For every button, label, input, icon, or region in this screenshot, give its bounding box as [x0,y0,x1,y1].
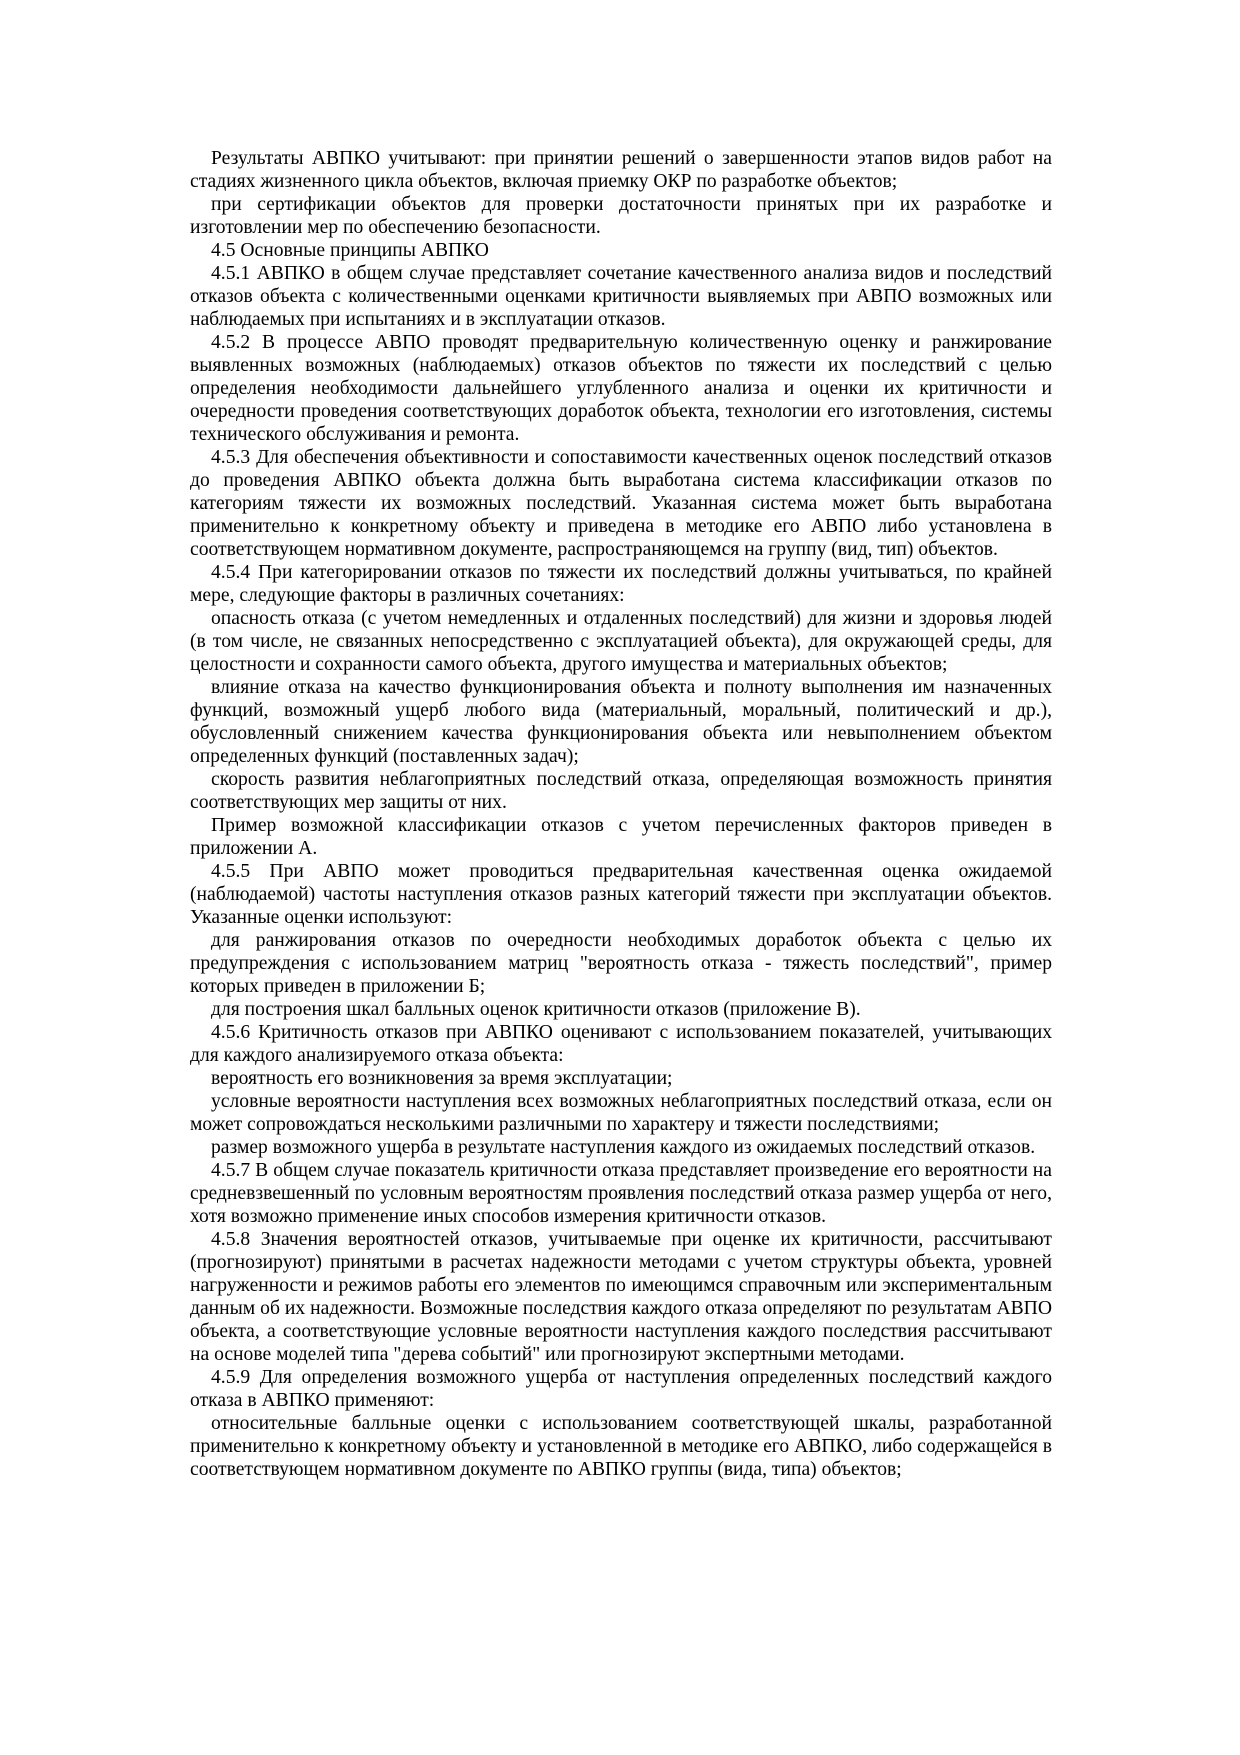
paragraph-4-5-2: 4.5.2 В процессе АВПО проводят предварительную количественную оценку и ранжирование выявленных возможных (наблюдаемых) отказов объектов по тяжести их последствий с целью определения необходимости дальнейшего углубленного анализа и оценки их критичности и очередности проведения соответствующих доработок объекта, технологии его изготовления, системы технического обслуживания и ремонта. [190,332,1052,445]
list-item-relative-scores: относительные балльные оценки с использованием соответствующей шкалы, разработанной применительно к конкретному объекту и установленной в методике его АВПКО, либо содержащейся в соответствующем нормативном документе по АВПКО группы (вида, типа) объектов; [190,1413,1052,1480]
list-item-damage-size: размер возможного ущерба в результате наступления каждого из ожидаемых последствий отказов. [211,1137,1036,1158]
paragraph-4-5-7: 4.5.7 В общем случае показатель критичности отказа представляет произведение его вероятности на средневзвешенный по условным вероятностям проявления последствий отказа размер ущерба от него, хотя возможно применение иных способов измерения критичности отказов. [190,1160,1052,1227]
paragraph-4-5-4: 4.5.4 При категорировании отказов по тяжести их последствий должны учитываться, по крайней мере, следующие факторы в различных сочетаниях: [190,562,1052,606]
list-item-ranking: для ранжирования отказов по очередности необходимых доработок объекта с целью их предупреждения с использованием матриц "вероятность отказа - тяжесть последствий", пример которых приведен в приложении Б; [190,930,1052,997]
paragraph-certification: при сертификации объектов для проверки достаточности принятых при их разработке и изготовлении мер по обеспечению безопасности. [190,194,1052,238]
paragraph-4-5-5: 4.5.5 При АВПО может проводиться предварительная качественная оценка ожидаемой (наблюдаемой) частоты наступления отказов разных категорий тяжести при эксплуатации объектов. Указанные оценки используют: [190,861,1052,928]
paragraph-4-5-8: 4.5.8 Значения вероятностей отказов, учитываемые при оценке их критичности, рассчитывают (прогнозируют) принятыми в расчетах надежности методами с учетом структуры объекта, уровней нагруженности и режимов работы его элементов по имеющимся справочным или экспериментальным данным об их надежности. Возможные последствия каждого отказа определяют по результатам АВПО объекта, а соответствующие условные вероятности наступления каждого последствия рассчитывают на основе моделей типа "дерева событий" или прогнозируют экспертными методами. [190,1229,1052,1365]
paragraph-4-5-6: 4.5.6 Критичность отказов при АВПКО оценивают с использованием показателей, учитывающих для каждого анализируемого отказа объекта: [190,1022,1052,1066]
section-heading-4-5: 4.5 Основные принципы АВПКО [211,240,489,261]
paragraph-4-5-9: 4.5.9 Для определения возможного ущерба от наступления определенных последствий каждого отказа в АВПКО применяют: [190,1367,1052,1411]
paragraph-4-5-1: 4.5.1 АВПКО в общем случае представляет сочетание качественного анализа видов и последствий отказов объекта с количественными оценками критичности выявляемых при АВПО возможных или наблюдаемых при испытаниях и в эксплуатации отказов. [190,263,1052,330]
list-item-influence: влияние отказа на качество функционирования объекта и полноту выполнения им назначенных функций, возможный ущерб любого вида (материальный, моральный, политический и др.), обусловленный снижением качества функционирования объекта или невыполнением объектом определенных функций (поставленных задач); [190,677,1052,767]
list-item-conditional-probabilities: условные вероятности наступления всех возможных неблагоприятных последствий отказа, если он может сопровождаться несколькими различными по характеру и тяжести последствиями; [190,1091,1052,1135]
list-item-speed: скорость развития неблагоприятных последствий отказа, определяющая возможность принятия соответствующих мер защиты от них. [190,769,1052,813]
list-item-probability: вероятность его возникновения за время эксплуатации; [211,1068,673,1089]
paragraph-4-5-3: 4.5.3 Для обеспечения объективности и сопоставимости качественных оценок последствий отказов до проведения АВПКО объекта должна быть выработана система классификации отказов по категориям тяжести их возможных последствий. Указанная система может быть выработана применительно к конкретному объекту и приведена в методике его АВПО либо установлена в соответствующем нормативном документе, распространяющемся на группу (вид, тип) объектов. [190,447,1052,560]
list-item-danger: опасность отказа (с учетом немедленных и отдаленных последствий) для жизни и здоровья людей (в том числе, не связанных непосредственно с эксплуатацией объекта), для окружающей среды, для целостности и сохранности самого объекта, другого имущества и материальных объектов; [190,608,1052,675]
paragraph-results-usage: Результаты АВПКО учитывают: при принятии решений о завершенности этапов видов работ на стадиях жизненного цикла объектов, включая приемку ОКР по разработке объектов; [190,148,1052,192]
list-item-scales: для построения шкал балльных оценок критичности отказов (приложение В). [211,999,861,1020]
paragraph-example-appendix-a: Пример возможной классификации отказов с учетом перечисленных факторов приведен в приложении А. [190,815,1052,859]
document-page [190,147,1052,1481]
